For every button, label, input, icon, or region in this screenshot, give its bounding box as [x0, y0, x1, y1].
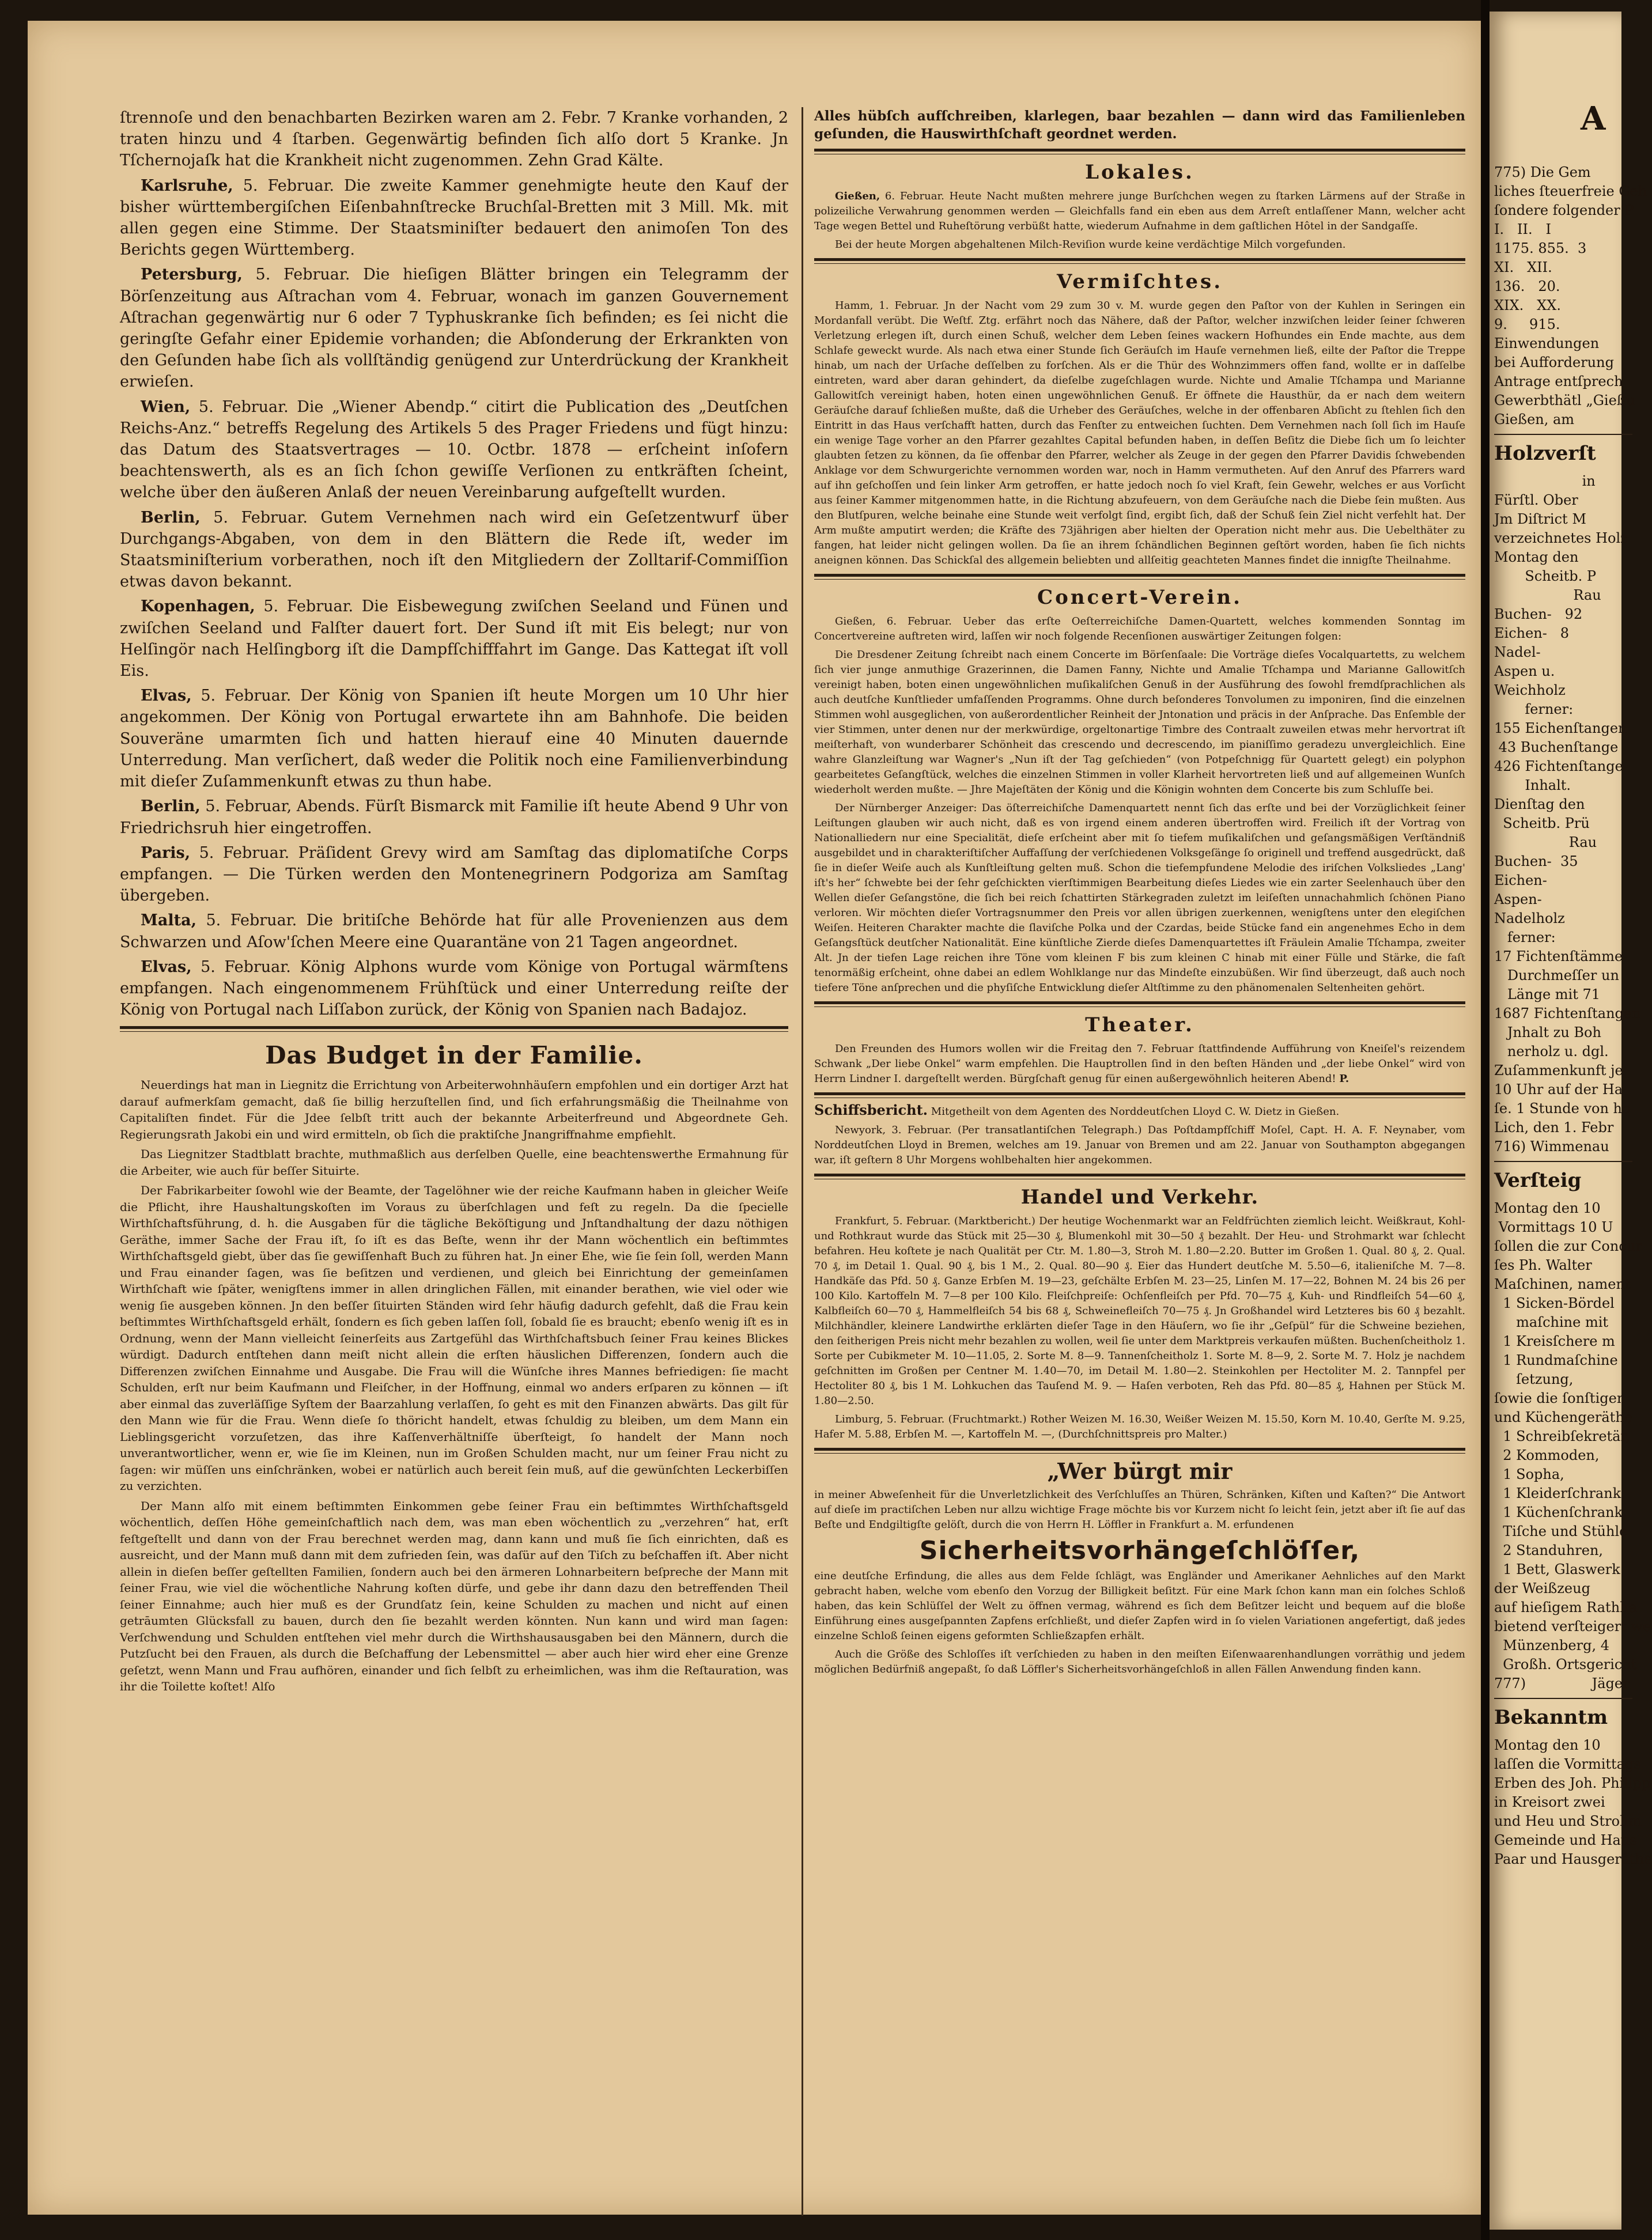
section-divider	[814, 1448, 1465, 1454]
text-line: 10 Uhr auf der Ha	[1494, 1081, 1623, 1098]
text-line: Inhalt.	[1494, 777, 1571, 793]
dateline: Berlin,	[141, 508, 201, 527]
text-line: auf hieſigem Rathha	[1494, 1599, 1637, 1615]
text-line: Scheitb. P	[1494, 568, 1597, 584]
text-line: Weichholz	[1494, 682, 1566, 698]
news-text: 5. Februar. Die zweite Kammer genehmigte heute den Kauf der bisher württembergiſchen Eiſenbahnſtrecke Bruchſal-Bretten mit 3 Mill. Mk. mit allen gegen eine Stimme. Der Staatsminiſter bedauert den animoſen Ton des Berichts gegen Württemberg.	[120, 176, 788, 259]
text-line: 777) Jäger	[1494, 1675, 1630, 1692]
paragraph: Hamm, 1. Februar. Jn der Nacht vom 29 zum 30 v. M. wurde gegen den Paſtor von der Kuhlen in Seringen ein Mordanfall verübt. Die Weſtf. Ztg. erfährt noch das Nähere, daß der Paſtor, welcher inzwiſchen leider ſeiner ſchweren Verletzung erlegen iſt, durch einen Schuß, welcher dem Leben ſeines wackern Hofhundes ein Ende machte, aus dem Schlafe geweckt wurde. Als nach etwa einer Stunde ſich Geräuſch im Hauſe vernehmen ließ, eilte der Paſtor die Treppe hinab, um nach der Urſache deſſelben zu forſchen. Als er die Thür des Wohnzimmers offen fand, wollte er in daſſelbe eintreten, ward aber daran gehindert, da dieſelbe zugeſchlagen wurde. Nichte und Amalie Tſchampa und Marianne Gallowitſch vereinigt haben, hoten einen ungewöhnlichen Genuß. Er öffnete die Hausthür, da er nach dem weitern Geräuſche darauf ſchließen mußte, daß die Urheber des Geräuſches, welche in der offenbaren Abſicht zu ſtehlen ſich den Eintritt in das Haus verſchafft hatten, durch das Fenſter zu entweichen ſuchten. Dem Vernehmen nach ſoll ſich im Hauſe ein wenige Tage vorher an den Pfarrer gezahltes Capital befunden haben, in deſſen Beſitz die Diebe ſich um ſo leichter glaubten ſetzen zu können, da ſie offenbar den Pfarrer, welcher als Zeuge in der gegen den Pfarrer Davidis ſchwebenden Anklage vor dem Schwurgerichte vernommen worden war, noch in Hamm vermutheten. Auf den Anruf des Pfarrers ward auf ihn geſchoſſen und ſein linker Arm getroffen, er hatte jedoch noch ſo viel Kraft, ſein Gewehr, welches er aus Vorſicht aus ſeiner Kammer mitgenommen hatte, in die Richtung abzufeuern, von dem Geräuſche nach die Diebe ſein mußten. Aus den Blutſpuren, welche beinahe eine Stunde weit verfolgt ſind, ergibt ſich, daß der Schuß ſein Ziel nicht verfehlt hat. Der Arm mußte amputirt werden; die Kräfte des 73jährigen aber hielten der Operation nicht mehr aus. Die Uebelthäter zu fangen, hat leider nicht gelingen wollen. Da ſie an ihrem ſchändlichen Beginnen geſtört worden, haben ſie ſich nichts aneignen können. Das Schickſal des allgemein beliebten und allſeitig geachteten Mannes findet die innigſte Theilnahme.	[814, 300, 1465, 566]
news-item	[120, 175, 788, 261]
text-line: 155 Eichenſtangen	[1494, 720, 1627, 736]
text-line: Gemeinde und Haus	[1494, 1832, 1637, 1848]
text-line: Montag den 10	[1494, 1200, 1601, 1216]
section-divider	[814, 574, 1465, 580]
text-line: 17 Fichtenſtämme	[1494, 948, 1623, 964]
text-line: bietend verſteigert we	[1494, 1618, 1651, 1634]
cropped-heading: Verſteig	[1494, 1169, 1582, 1192]
text-line: ſollen die zur Concur	[1494, 1238, 1642, 1254]
handel-heading: Handel und Verkehr.	[1020, 1186, 1259, 1209]
text-line: Großh. Ortsgericht	[1494, 1656, 1637, 1673]
text-line: 1 Kleiderſchrank,	[1494, 1485, 1625, 1501]
news-item	[120, 956, 788, 1021]
paragraph: Limburg, 5. Februar. (Fruchtmarkt.) Rother Weizen M. 16.30, Weißer Weizen M. 15.50, Korn M. 10.40, Gerſte M. 9.25, Hafer M. 5.88, Erbſen M. —, Kartoffeln M. —, (Durchſchnittspreis pro Malter.)	[814, 1413, 1465, 1440]
text-line: Buchen- 92	[1494, 606, 1583, 622]
news-text: 5. Februar. König Alphons wurde vom Könige von Portugal wärmſtens empfangen. Nach eingenommenem Frühſtück und einer Unterredung reiſte der König von Portugal nach Liſſabon zurück, der König von Spanien nach Badajoz.	[120, 958, 788, 1019]
text-line: Nadelholz	[1494, 910, 1565, 926]
text-line: 426 Fichtenſtange	[1494, 758, 1623, 774]
text-line: Zuſammenkunft je	[1494, 1062, 1623, 1079]
paragraph: eine deutſche Erfindung, die alles aus dem Felde ſchlägt, was Engländer und Amerikaner Aehnliches auf den Markt gebracht haben, welche vom ebenſo den Vorzug der Billigkeit beſitzt. Für eine Mark ſchon kann man ein ſolches Schloß haben, das kein Schlüſſel der Welt zu öffnen vermag, während es ſich dem Beſitzer leicht und bequem auf die bloße Einführung eines ausgeſpannten Zapfens erſchließt, und dieſer Zapfen wird in ſo vielen Variationen angefertigt, daß jedes einzelne Schloß ſeinen eigens geformten Schließzapfen erhält.	[814, 1570, 1465, 1642]
section-divider	[814, 1092, 1465, 1098]
text-line: XI. XII.	[1494, 259, 1552, 275]
text-lines	[1494, 472, 1641, 1156]
text-line: Vormittags 10 U	[1494, 1219, 1613, 1235]
ship-heading: Schiffsbericht.	[814, 1102, 928, 1118]
text-line: ſe. 1 Stunde von ho	[1494, 1100, 1631, 1117]
concert-heading: Concert-Verein.	[1037, 586, 1242, 609]
paragraph: Die Dresdener Zeitung ſchreibt nach einem Concerte im Börſenſaale: Die Vorträge dieſes Vocalquartetts, zu welchem ſich vier junge anmuthige Grazerinnen, die Damen Fanny, Nichte und Amalie Tſchampa und Marianne Gallowitſch vereinigt haben, boten einen ungewöhnlichen muſikaliſchen Genuß in der Ausführung des ſowohl fremdſprachlichen als auch deutſche Kunſtlieder umfaſſenden Programms. Ohne durch beſonderes Tonvolumen zu imponiren, ſind die einzelnen Stimmen wohl ausgeglichen, von außerordentlicher Reinheit der Jntonation und präcis in der Anſprache. Das Enſemble der vier Stimmen, unter denen nur der merkwürdige, orgeltonartige Timbre des Contraalt zuweilen etwas mehr hervortrat iſt meiſterhaft, von wunderbarer Schönheit das crescendo und decrescendo, im pianiſſimo geradezu unvergleichlich. Eine wahre Glanzleiſtung war Wagner's „Nun iſt der Tag geſchieden“ (von Potpeſchnigg für Quartett gelegt) ein polyphon gearbeitetes Geſangſtück, welches die einzelnen Stimmen in voller Klarheit hervortreten ließ und auf allgemeinen Wunſch wiederholt werden mußte. — Jhre Majeſtäten der König und die Königin wohnten dem Concerte bis zum Schluſſe bei.	[814, 649, 1465, 796]
text-line: liches ſteuerfreie Geh	[1494, 183, 1647, 199]
news-item: Bei der heute Morgen abgehaltenen Milch-Reviſion wurde keine verdächtige Milch vorgefunden.	[835, 239, 1346, 251]
text-line: Maſchinen, nament	[1494, 1276, 1631, 1292]
budget-heading: Das Budget in der Familie.	[265, 1041, 643, 1070]
dateline: Gießen,	[835, 190, 880, 202]
text-line: Nadel-	[1494, 644, 1541, 660]
paragraph: Der Nürnberger Anzeiger: Das öſterreichiſche Damenquartett nennt ſich das erſte und bei der Vorzüglichkeit ſeiner Leiſtungen glauben wir auch nicht, daß es von irgend einem anderen übertroffen wird. Freilich iſt der Vortrag von Nationalliedern nur eine Specialität, dieſe erſcheint aber mit ſo tiefem muſikaliſchen und geſangsmäßigen Verſtändniß ausgebildet und in charakteriſtiſcher Auffaſſung der verſchiedenen Volksgeſänge ſo originell und treffend ausgedrückt, daß ſie in dieſer Weiſe auch als Kunſtleiſtung gelten muß. Schon die tiefempfundene Melodie des iriſchen Volksliedes „Lang' iſt's her“ ſchwebte bei der ſehr geſchickten vierſtimmigen Bearbeitung dieſes Liedes wie ein zarter Seelenhauch über den Wellen dieſer Geſangstöne, die ſich bei reich ſchattirten Stärkegraden zuletzt im leiſeſten unnachahmlich ſchönen Piano verloren. Wir möchten dieſer Vortragsnummer den Preis vor allen übrigen zuerkennen, wenigſtens unter den elegiſchen Weiſen. Heiteren Charakter machte die ſlaviſche Polka und der Czardas, beide Stücke fand ein angenehmes Echo in dem Geſangsſtück deutſcher Nationalität. Eine künſtliche Zierde dieſes Damenquartettes iſt Fräulein Amalie Tſchampa, zweiter Alt. Jn der tiefen Lage reichen ihre Töne vom kleinen F bis zum kleinen C hinab mit einer Fülle und Stärke, die faſt tenormäßig erſcheint, ohne dabei an edlem Wohlklange nur das Mindeſte einzubüßen. Wir ſind überzeugt, daß auch noch tiefere Töne anſprechen und die phyſiſche Entwicklung dieſer Altſtimme zu den phänomenalen Seltenheiten gehört.	[814, 802, 1465, 994]
news-text: 5. Februar. Gutem Vernehmen nach wird ein Geſetzentwurf über Durchgangs-Abgaben, von dem in den Blättern die Rede iſt, weder im Staatsminiſterium vorberathen, noch iſt den Mitgliedern der Zolltarif-Commiſſion etwas davon bekannt.	[120, 508, 788, 591]
news-item	[120, 596, 788, 682]
news-item	[120, 796, 788, 838]
news-item	[120, 910, 788, 952]
text-line: Dienſtag den	[1494, 796, 1585, 812]
news-item	[120, 842, 788, 907]
advert-product-title: Sicherheitsvorhängeſchlöſſer,	[919, 1536, 1360, 1565]
text-line: 716) Wimmenau	[1494, 1138, 1609, 1155]
paragraph: Neuerdings hat man in Liegnitz die Errichtung von Arbeiterwohnhäuſern empfohlen und ein dortiger Arzt hat darauf aufmerkſam gemacht, daß ſie billig herzuſtellen ſind, und ſich erfahrungsmäßig die Theilnahme von Capitaliſten findet. Für die Jdee ſelbſt tritt auch der bekannte Arbeiterfreund und Abgeordnete Geh. Regierungsrath Jakobi ein und wird ermitteln, ob ſich die praktiſche Jnangriffnahme empfiehlt.	[120, 1078, 788, 1141]
text-line: Münzenberg, 4	[1494, 1637, 1609, 1653]
news-text: 6. Februar. Heute Nacht mußten mehrere junge Burſchchen wegen zu ſtarken Lärmens auf der Straße in polizeiliche Verwahrung genommen werden — Gleichfalls fand ein eben aus dem Arreſt entlaſſener Mann, welcher acht Tage wegen Bettel und Ruheſtörung verbüßt hatte, wiederum Aufnahme in dem gaſtlichen Hôtel in der Sandgaſſe.	[814, 190, 1465, 232]
text-line: Rau	[1494, 834, 1597, 850]
text-line: 1175. 855. 3	[1494, 240, 1587, 256]
text-line: Montag den	[1494, 549, 1579, 565]
adjacent-page-text	[1494, 35, 1652, 1869]
text-line: Rau	[1494, 587, 1601, 603]
page-gutter	[1481, 0, 1490, 2240]
text-line: Jm Diſtrict M	[1494, 511, 1586, 527]
text-line: Länge mit 71	[1494, 986, 1601, 1002]
text-line: Gewerbthätl „Gießu	[1494, 392, 1635, 408]
text-line: laſſen die Vormittags	[1494, 1756, 1641, 1772]
text-line: ſes Ph. Walter	[1494, 1257, 1592, 1273]
vermischtes-heading: Vermiſchtes.	[1056, 270, 1223, 293]
text-line: Montag den 10	[1494, 1737, 1601, 1753]
news-item	[120, 685, 788, 792]
paragraph: Der Mann alſo mit einem beſtimmten Einkommen gebe ſeiner Frau ein beſtimmtes Wirthſchaftsgeld wöchentlich, deſſen Höhe gemeinſchaftlich nach dem, was man eben wöchentlich zu „verzehren“ hat, erſt feſtgeſtellt und dann von der Frau berechnet werden mag, dann kann und muß ſie ſich einrichten, daß es ausreicht, und der Mann muß dann mit dem zufrieden ſein, was daſür auf den Tiſch zu beſchaffen iſt. Aber nicht allein in dieſen beſſer geſtellten Familien, ſondern auch bei den ärmeren Lohnarbeitern beſpreche der Mann mit ſeiner Frau, wie viel die wöchentliche Nahrung koſten dürfe, und gebe ihr dann dazu den betreffenden Theil ſeiner Einnahme; auch hier muß es der Grundſatz ſein, keine Schulden zu machen und nicht auf einen getrāumten Glücksfall zu bauen, durch den ſie bezahlt werden könnten. Nun kann und wird man ſagen: Verſchwendung und Schulden entſtehen viel mehr durch die Wirthshausausgaben bei den Männern, durch die Putzſucht bei den Frauen, als durch die Beſchaffung der Lebensmittel — aber auch hier wird eher eine Grenze geſetzt, wenn Mann und Frau aufhören, einander und ſich ſelbſt zu erheimlichen, was ihm die Reſtauration, was ihr die Toilette koſtet! Alſo	[120, 1499, 788, 1694]
text-line: in Kreisort zwei	[1494, 1794, 1605, 1810]
text-line: ferner:	[1494, 929, 1556, 945]
text-line: Erben des Joh. Philipp	[1494, 1775, 1651, 1791]
text-line: Scheitb. Prü	[1494, 815, 1590, 831]
text-lines	[1494, 163, 1647, 429]
paragraph: Der Fabrikarbeiter ſowohl wie der Beamte, der Tagelöhner wie der reiche Kaufmann haben in gleicher Weiſe die Pflicht, ihre Haushaltungskoſten im Voraus zu überſchlagen und feſt zu regeln. Da die ſpecielle Wirthſchaftsführung, d. h. die Ausgaben für die tägliche Beköſtigung und Jnſtandhaltung der dazu nöthigen Geräthe, immer Sache der Frau iſt, ſo iſt es das Beſte, wenn ihr der Mann wöchentlich ein beſtimmtes Wirthſchaftsgeld giebt, über das ſie gewiſſenhaft Buch zu führen hat. Jn einer Ehe, wie ſie ſein ſoll, werden Mann und Frau einander ſagen, was ſie beſitzen und verdienen, und gleich bei Einrichtung der gemeinſamen Wirthſchaft wie ſpäter, wenigſtens immer in allen dringlichen Fällen, mit einander berathen, wie viel oder wie wenig ſie ausgeben können. Jn den beſſer ſituirten Ständen wird ſehr häufig dadurch gefehlt, daß die Frau kein beſtimmtes Wirthſchaftsgeld erhält, ſondern es ſich geben laſſen ſoll, ſobald ſie es braucht; ebenſo wenig iſt es in Ordnung, wenn der Mann vielleicht ſeinerſeits aus Zartgefühl das Wirthſchaftsbuch ſeiner Frau keines Blickes würdigt. Dadurch entſtehen dann meiſt nicht allein die erſten häuslichen Differenzen, ſondern auch die Differenzen zwiſchen Einnahme und Ausgabe. Die Frau will die Wünſche ihres Mannes befriedigen: ſie macht Schulden, erſt nur beim Kaufmann und Fleiſcher, in der Hoffnung, einmal wo anders erſparen zu können — iſt aber einmal das zuverläſſige Syſtem der Baarzahlung verlaſſen, ſo geht es mit den Finanzen abwärts. Das gilt für den Mann wie für die Frau. Wenn dieſe ſo thöricht handelt, etwas ſchuldig zu bleiben, um dem Mann ein Lieblingsgericht vorzuſetzen, das ihre Kaſſenverhältniſſe überſteigt, ſo handelt der Mann noch unverantwortlicher, wenn er, wie ſie im Kleinen, nun im Großen Schulden macht, nur um ſeiner Frau nicht zu ſagen: wir müſſen uns einſchränken, wobei er natürlich auch bereit ſein muß, auf die gewünſchten Leckerbiſſen zu verzichten.	[120, 1183, 788, 1493]
text-line: in	[1494, 473, 1596, 489]
paragraph: Das Liegnitzer Stadtblatt brachte, muthmaßlich aus derſelben Quelle, eine beachtenswerthe Ermahnung für die Arbeiter, wie auch für beſſer Situirte.	[120, 1147, 788, 1178]
text-line: 1 Sicken-Bördel	[1494, 1295, 1615, 1311]
text-line: 1 Sopha,	[1494, 1466, 1564, 1482]
text-line: bei Aufforderung	[1494, 354, 1614, 370]
paragraph: in meiner Abweſenheit für die Unverletzlichkeit des Verſchluſſes an Thüren, Schränken, Kiſten und Kaſten?“ Die Antwort auf dieſe im practiſchen Leben nur allzu wichtige Frage möchte bis vor Kurzem nicht ſo leicht ſein, jetzt aber iſt ſie auf das Beſte und Endgiltigſte gelöſt, durch die von Herrn H. Löffler in Frankfurt a. M. erfundenen	[814, 1489, 1465, 1531]
paragraph: Frankfurt, 5. Februar. (Marktbericht.) Der heutige Wochenmarkt war an Feldfrüchten ziemlich leicht. Weißkraut, Kohl- und Rothkraut wurde das Stück mit 25—30 ₰, Blumenkohl mit 30—50 ₰ bezahlt. Der Heu- und Strohmarkt war ſchlecht befahren. Heu koſtete je nach Qualität per Ctr. M. 1.80—3, Stroh M. 1.80—2.20. Butter im Großen 1. Qual. 80 ₰, 2. Qual. 70 ₰, im Detail 1. Qual. 90 ₰, bis 1 M., 2. Qual. 80—90 ₰. Eier das Hundert deutſche M. 5.50—6, italieniſche M. 7—8. Handkäſe das Pfd. 50 ₰. Ganze Erbſen M. 19—23, geſchälte Erbſen M. 23—25, Linſen M. 17—22, Bohnen M. 24 bis 26 per 100 Kilo. Kartoffeln M. 7—8 per 100 Kilo. Fleiſchpreiſe: Ochſenfleiſch per Pfd. 70—75 ₰, Kuh- und Rindfleiſch 54—60 ₰, Kalbfleiſch 60—70 ₰, Hammelfleiſch 54 bis 68 ₰, Schweinefleiſch 70—75 ₰. Jn Großhandel wird Letzteres bis 60 ₰ bezahlt. Milchhändler, kleinere Landwirthe erklärten dieſer Tage in den Häuſern, wo ſie ihr „Geſpül“ für die Schweine beziehen, den ſeitherigen Preis nicht mehr bezahlen zu wollen, weil ſie unter dem Marktpreis verkaufen müßten. Buchenſcheitholz 1. Sorte per Cubikmeter M. 10—11.05, 2. Sorte M. 8—9. Tannenſcheitholz 1. Sorte M. 8—9, 2. Sorte M. 7. Holz je nachdem geſchnitten im Großen per Centner M. 1.40—70, im Detail M. 1.80—2. Steinkohlen per Hectoliter M. 2. Tannpfel per Hectoliter 80 ₰, bis 1 M. Lohkuchen das Tauſend M. 9. — Haſen verboten, Reh das Pfd. 80—85 ₰, Hahnen per Stück M. 1.80—2.50.	[814, 1215, 1465, 1407]
text-line: nerholz u. dgl.	[1494, 1043, 1609, 1060]
text-line: 1 Küchenſchrank,	[1494, 1504, 1627, 1520]
section-divider	[814, 1174, 1465, 1179]
dateline: Elvas,	[141, 958, 192, 976]
paragraph: ſtrennoſe und den benachbarten Bezirken waren am 2. Febr. 7 Kranke vorhanden, 2 traten hinzu und 4 ſtarben. Gegenwärtig befinden ſich alſo dort 5 Kranke. Jn Tſchernojaſk hat die Krankheit nicht zugenommen. Zehn Grad Kälte.	[120, 109, 788, 170]
ship-subheading: Mitgetheilt von dem Agenten des Norddeutſchen Lloyd C. W. Dietz in Gießen.	[928, 1106, 1340, 1118]
news-text: 5. Februar, Abends. Fürſt Bismarck mit Familie iſt heute Abend 9 Uhr von Friedrichsruh hier eingetroffen.	[120, 797, 788, 837]
text-line: 1 Schreibſekretär,	[1494, 1428, 1630, 1444]
dateline: Kopenhagen,	[141, 597, 255, 616]
text-line: Tiſche und Stühle	[1494, 1523, 1628, 1539]
text-line: maſchine mit	[1494, 1314, 1609, 1330]
dateline: Malta,	[141, 911, 197, 930]
text-line: 9. 915.	[1494, 316, 1560, 332]
text-line: und Heu und Strohm	[1494, 1813, 1642, 1829]
dateline: Karlsruhe,	[141, 176, 233, 195]
text-line: Fürſtl. Ober	[1494, 492, 1578, 508]
section-divider	[814, 258, 1465, 264]
news-text: 5. Februar. Präſident Grevy wird am Samſtag das diplomatiſche Corps empfangen. — Die Türken werden den Montenegrinern Podgoriza am Samſtag übergeben.	[120, 843, 788, 905]
text-line: 43 Buchenſtange	[1494, 739, 1619, 755]
text-line: Jnhalt zu Boh	[1494, 1024, 1601, 1040]
paragraph: Alles hübſch aufſchreiben, klarlegen, baar bezahlen — dann wird das Familienleben geſunden, die Hauswirthſchaft geordnet werden.	[814, 108, 1465, 142]
text-line: 1 Kreisſchere m	[1494, 1333, 1615, 1349]
news-text: 5. Februar. Die Eisbewegung zwiſchen Seeland und Fünen und zwiſchen Seeland und Falſter dauert fort. Der Sund iſt mit Eis belegt; nur von Helſingör nach Helſingborg iſt die Dampfſchifffahrt im Gange. Das Kattegat iſt voll Eis.	[120, 597, 788, 680]
dateline: Elvas,	[141, 687, 192, 705]
paragraph	[814, 1042, 1465, 1087]
text-lines	[1494, 1736, 1652, 1869]
news-text: 5. Februar. Der König von Spanien iſt heute Morgen um 10 Uhr hier angekommen. Der König von Portugal erwartete ihn am Bahnhofe. Die beiden Souveräne umarmten ſich und hatten hierauf eine 40 Minuten dauernde Unterredung. Man verſichert, daß weder die Politik noch eine Familienverbindung mit dieſer Zuſammenkunft etwas zu thun habe.	[120, 687, 788, 791]
dateline: Paris,	[141, 843, 191, 862]
column-rule	[802, 107, 803, 2216]
cropped-heading: Holzverſt	[1494, 442, 1596, 465]
advert-title: „Wer bürgt mir	[1047, 1458, 1233, 1484]
text-line: I. II. I	[1494, 221, 1551, 237]
text-line: Aspen u.	[1494, 663, 1555, 679]
text-line: und Küchengeräthe	[1494, 1409, 1632, 1425]
divider	[1494, 434, 1632, 435]
paragraph: Gießen, 6. Februar. Ueber das erſte Oeſterreichiſche Damen-Quartett, welches kommenden Sonntag im Concertvereine auftreten wird, laſſen wir noch folgende Recenſionen auswärtiger Zeitungen folgen:	[814, 615, 1465, 642]
text-line: ſondere folgender P	[1494, 202, 1634, 218]
text-line: der Weißzeug	[1494, 1580, 1590, 1596]
ship-report-header	[814, 1103, 1465, 1119]
cropped-heading: Bekanntm	[1494, 1706, 1608, 1729]
text-line: 1687 Fichtenſtangen	[1494, 1005, 1641, 1021]
text-line: Durchmeſſer un	[1494, 967, 1619, 983]
text-line: Gießen, am	[1494, 411, 1575, 427]
text-line: Aspen-	[1494, 891, 1542, 907]
text-line: 136. 20.	[1494, 278, 1560, 294]
theater-heading: Theater.	[1085, 1013, 1194, 1036]
news-text: 5. Februar. Die hieſigen Blätter bringen ein Telegramm der Börſenzeitung aus Aſtrachan vom 4. Februar, wonach im ganzen Gouvernement Aſtrachan gegenwärtig nur 6 oder 7 Typhuskranke ſich befinden; es ſei nicht die geringſte Gefahr einer Epidemie vorhanden; die Abſonderung der Erkrankten von den Geſunden habe ſich als vollſtändig genügend zur Unterdrückung der Krankheit erwieſen.	[120, 266, 788, 391]
middle-column	[814, 107, 1465, 1681]
text-line: Eichen- 8	[1494, 625, 1570, 641]
text-line: 1 Rundmaſchine	[1494, 1352, 1618, 1368]
text-line: 775) Die Gem	[1494, 164, 1591, 180]
text-line: ſowie die ſonſtigen	[1494, 1390, 1626, 1406]
text-line: Antrage entſprech	[1494, 373, 1623, 389]
divider	[1494, 1698, 1632, 1699]
news-text: 5. Februar. Die „Wiener Abendp.“ citirt die Publication des „Deutſchen Reichs-Anz.“ betreffs Regelung des Artikels 5 des Prager Friedens und fügt hinzu: das Datum des Staatsvertrages — 10. Octbr. 1878 — erſcheint inſofern beachtenswerth, als es an ſich ſchon gewiſſe Verſionen zu entkräften ſcheint, welche über den äußeren Anlaß der neuen Vereinbarung aufgeſtellt wurden.	[120, 398, 788, 502]
section-divider	[120, 1026, 788, 1032]
adjacent-page-edge	[1490, 12, 1652, 2230]
text-line: Paar und Hausgeräthe	[1494, 1851, 1652, 1867]
news-text: 5. Februar. Die britiſche Behörde hat für alle Provenienzen aus dem Schwarzen und Aſow'ſchen Meere eine Quarantäne von 21 Tagen angeordnet.	[120, 911, 788, 951]
text-line: Einwendungen	[1494, 335, 1600, 351]
news-item	[120, 264, 788, 392]
text-line: 2 Kommoden,	[1494, 1447, 1600, 1463]
text-line: verzeichnetes Holz	[1494, 530, 1628, 546]
news-item	[814, 189, 1465, 234]
paragraph: Newyork, 3. Februar. (Per transatlantiſchen Telegraph.) Das Poſtdampfſchiff Moſel, Capt. H. A. F. Neynaber, vom Norddeutſchen Lloyd in Bremen, welches am 19. Januar von Bremen und am 22. Januar von Southampton abgegangen war, iſt geſtern 8 Uhr Morgens wohlbehalten hier angekommen.	[814, 1124, 1465, 1166]
news-item	[120, 396, 788, 504]
lokales-heading: Lokales.	[1085, 161, 1194, 184]
dateline: Petersburg,	[141, 266, 243, 284]
left-column	[120, 107, 788, 1698]
section-divider	[814, 1001, 1465, 1007]
text-line: Buchen- 35	[1494, 853, 1578, 869]
newspaper-page	[28, 21, 1481, 2215]
text-line: Lich, den 1. Febr	[1494, 1119, 1614, 1136]
text-line: 1 Bett, Glaswerk	[1494, 1561, 1620, 1577]
paragraph: Auch die Größe des Schloſſes iſt verſchieden zu haben in den meiſten Eiſenwaarenhandlungen vorräthig und jedem möglichen Bedürfniß angepaßt, ſo daß Löffler's Sicherheitsvorhängeſchloß in allen Fällen Anwendung finden kann.	[814, 1648, 1465, 1675]
signature: P.	[1339, 1073, 1349, 1085]
text-line: Eichen-	[1494, 872, 1547, 888]
theater-text: Den Freunden des Humors wollen wir die Freitag den 7. Februar ſtattfindende Aufführung von Kneiſel's reizendem Schwank „Der liebe Onkel“ warm empfehlen. Die Hauptrollen ſind in den beſten Händen und „der liebe Onkel“ wird von Herrn Lindner I. dargeſtellt werden. Bürgſchaft genug für einen außergewöhnlich heiteren Abend!	[814, 1043, 1465, 1085]
text-lines	[1494, 1199, 1651, 1693]
dateline: Berlin,	[141, 797, 201, 816]
news-item	[120, 507, 788, 593]
divider	[1494, 1161, 1632, 1162]
text-line: ſetzung,	[1494, 1371, 1574, 1387]
text-line: 2 Standuhren,	[1494, 1542, 1604, 1558]
text-line: ferner:	[1494, 701, 1574, 717]
cropped-heading-letter: A	[1581, 100, 1606, 138]
section-divider	[814, 149, 1465, 154]
text-line: XIX. XX.	[1494, 297, 1561, 313]
dateline: Wien,	[141, 398, 191, 416]
